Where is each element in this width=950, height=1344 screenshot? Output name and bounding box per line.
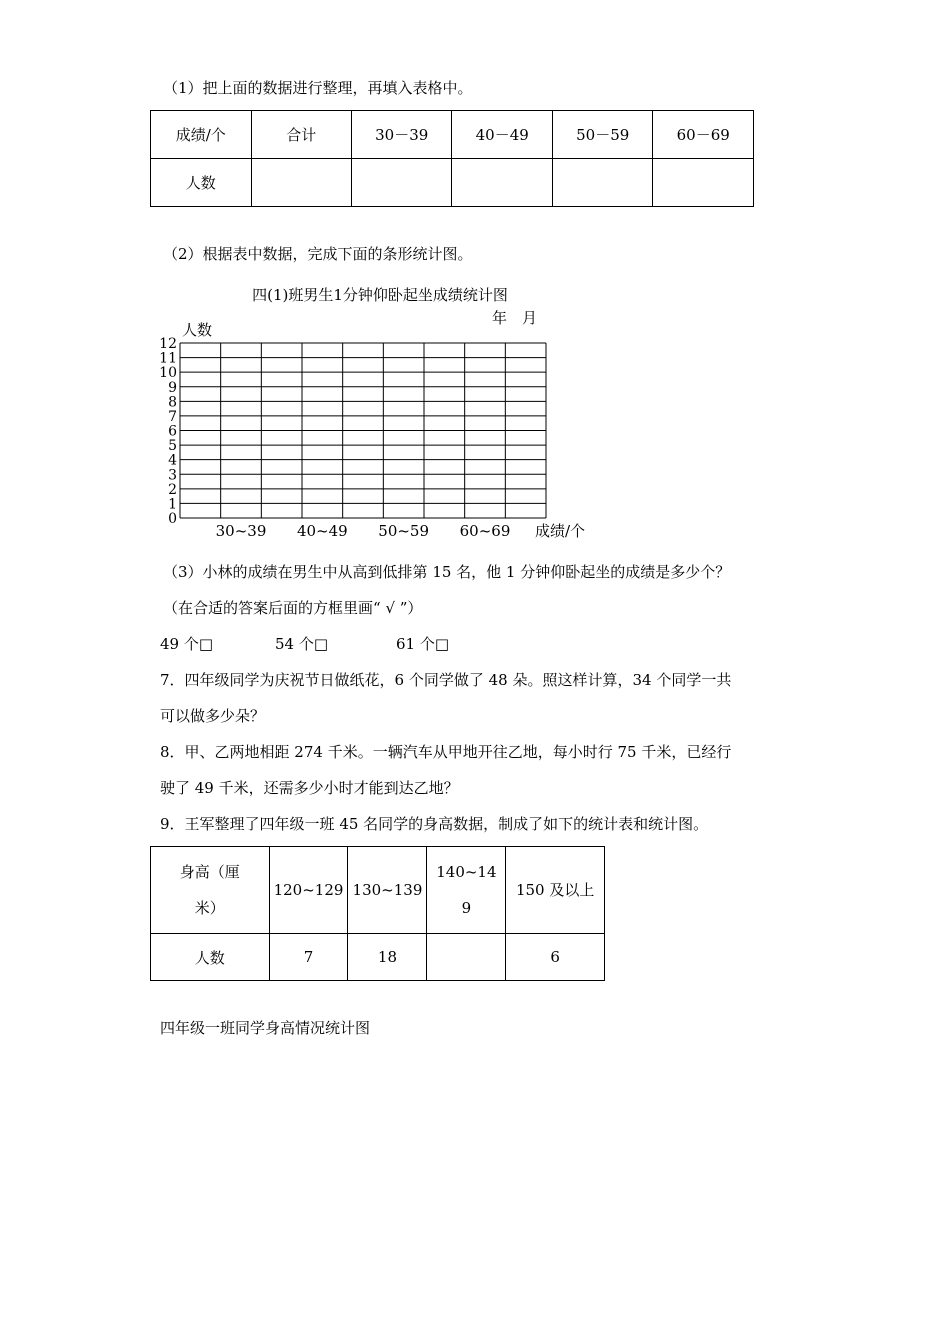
y-tick-label: 3: [168, 467, 177, 484]
table-cell: 40－49: [452, 111, 553, 159]
table-header-cell: 150 及以上: [506, 847, 605, 934]
x-tick-label: 40~49: [296, 522, 348, 540]
chart-date-label: 年 月: [492, 309, 538, 327]
x-tick-label: 30~39: [215, 522, 267, 540]
table-header-cell: 120~129: [269, 847, 348, 934]
answer-cell[interactable]: [552, 159, 653, 207]
table-cell: 7: [269, 934, 348, 981]
table-cell: 人数: [151, 159, 252, 207]
answer-cell[interactable]: [351, 159, 452, 207]
table-cell: 18: [348, 934, 427, 981]
table-row: [151, 934, 605, 981]
table-cell: 6: [506, 934, 605, 981]
x-tick-labels: [216, 522, 511, 540]
header-label-line2: 米）: [194, 899, 225, 917]
answer-cell[interactable]: [653, 159, 754, 207]
header-label-line1: 身高（厘: [179, 863, 240, 881]
answer-cell[interactable]: [452, 159, 553, 207]
option-49[interactable]: 49 个□: [160, 635, 214, 653]
y-tick-label: 2: [168, 481, 177, 498]
table-header-cell: [151, 847, 270, 934]
part3-note: （在合适的答案后面的方框里画“ √ ”）: [163, 599, 423, 617]
q8-line2: 驶了 49 千米，还需多少小时才能到达乙地？: [160, 779, 459, 797]
table-row: [151, 847, 605, 934]
table-cell: 50－59: [552, 111, 653, 159]
x-tick-label: 50~59: [378, 522, 430, 540]
table-cell: 60－69: [653, 111, 754, 159]
y-tick-label: 4: [168, 452, 177, 469]
y-tick-label: 5: [168, 438, 177, 455]
table-header-cell: [427, 847, 506, 934]
y-tick-label: 0: [168, 511, 177, 527]
part3-question: （3）小林的成绩在男生中从高到低排第 15 名，他 1 分钟仰卧起坐的成绩是多少个？: [163, 563, 731, 581]
answer-cell[interactable]: [251, 159, 351, 207]
q9-chart-title: 四年级一班同学身高情况统计图: [160, 1019, 371, 1037]
table-row: [151, 159, 754, 207]
y-tick-labels: [159, 336, 177, 527]
part2-instruction: （2）根据表中数据，完成下面的条形统计图。: [163, 245, 473, 263]
table-header-cell: 130~139: [348, 847, 427, 934]
chart-grid: [180, 343, 546, 518]
y-tick-label: 11: [159, 350, 177, 367]
header-h4-line1: 140~14: [436, 863, 497, 881]
y-tick-label: 8: [168, 394, 177, 411]
y-tick-label: 7: [168, 408, 177, 425]
height-table: [150, 846, 605, 981]
q7-line2: 可以做多少朵？: [160, 707, 266, 725]
q8-line1: 8．甲、乙两地相距 274 千米。一辆汽车从甲地开往乙地，每小时行 75 千米，已经行: [160, 743, 732, 761]
table-cell: 人数: [151, 934, 270, 981]
part1-instruction: （1）把上面的数据进行整理，再填入表格中。: [163, 79, 473, 97]
answer-cell[interactable]: [427, 934, 506, 981]
x-tick-label: 60~69: [459, 522, 511, 540]
y-axis-label: 人数: [182, 321, 213, 339]
y-tick-label: 1: [168, 496, 177, 513]
option-61[interactable]: 61 个□: [396, 635, 450, 653]
table-cell: 合计: [251, 111, 351, 159]
y-tick-label: 12: [159, 336, 177, 352]
q7-line1: 7．四年级同学为庆祝节日做纸花，6 个同学做了 48 朵。照这样计算，34 个同学一共: [160, 671, 732, 689]
chart-title: 四(1)班男生1分钟仰卧起坐成绩统计图: [252, 286, 508, 304]
bar-chart-grid: [150, 280, 610, 545]
y-tick-label: 6: [168, 423, 177, 440]
option-54[interactable]: 54 个□: [275, 635, 329, 653]
y-tick-label: 10: [159, 365, 177, 382]
table-row: [151, 111, 754, 159]
table-cell: 成绩/个: [151, 111, 252, 159]
q9-intro: 9．王军整理了四年级一班 45 名同学的身高数据，制成了如下的统计表和统计图。: [160, 815, 709, 833]
header-h4-line2: 9: [461, 899, 472, 917]
table-cell: 30－39: [351, 111, 452, 159]
score-table: [150, 110, 754, 207]
x-axis-label: 成绩/个: [535, 522, 586, 540]
y-tick-label: 9: [168, 379, 177, 396]
